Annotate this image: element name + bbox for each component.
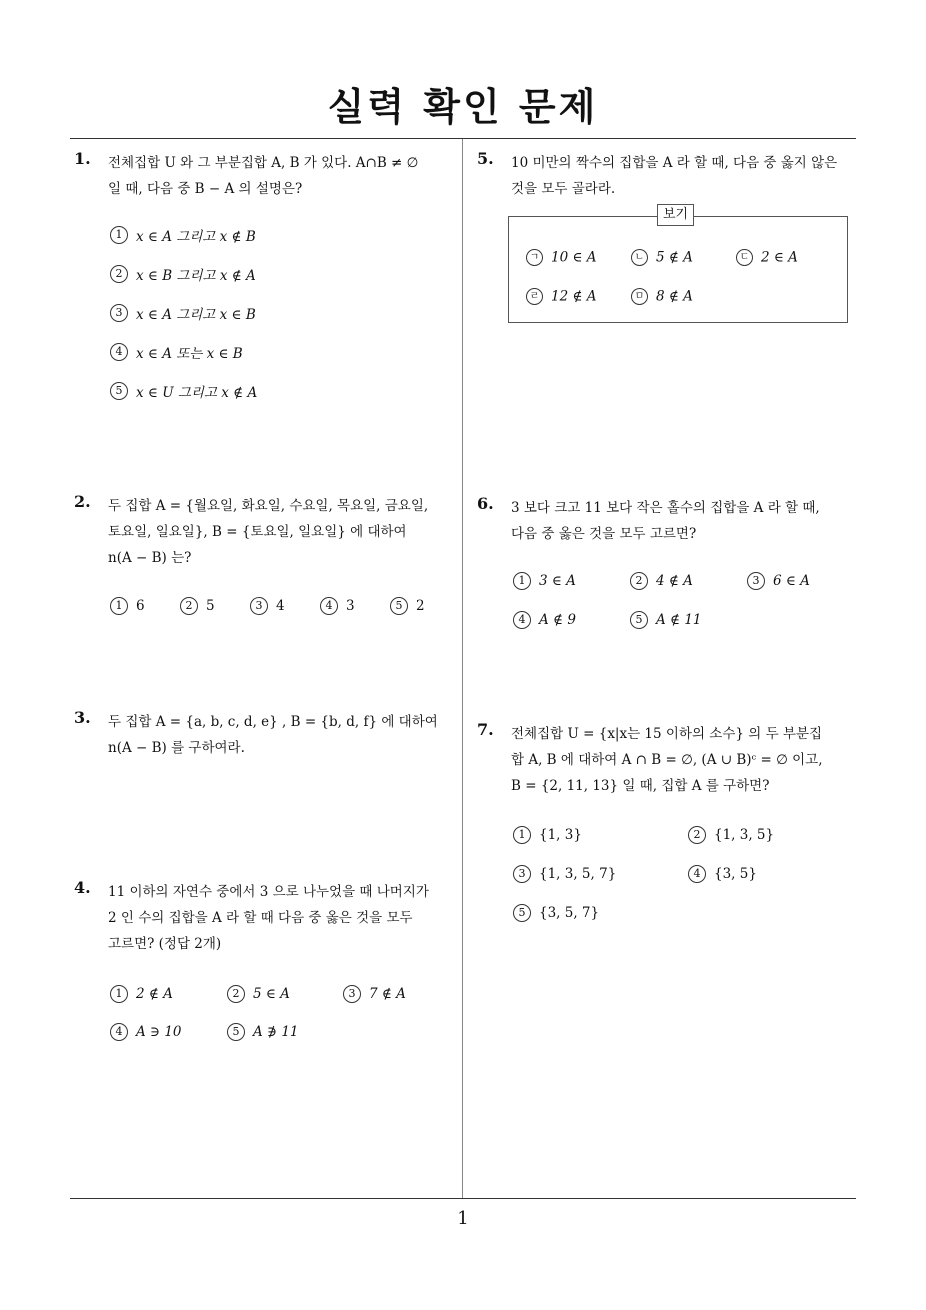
question-number: 1. [74, 149, 91, 168]
option-text: 4 [276, 598, 285, 614]
option-text: x ∈ A 그리고 x ∈ B [136, 307, 256, 323]
question-text: 11 이하의 자연수 중에서 3 으로 나누었을 때 나머지가 2 인 수의 집합을 A 라 할 때 다음 중 옳은 것을 모두 고르면? (정답 2개) [108, 884, 429, 952]
question-number: 3. [74, 708, 91, 727]
bogi-box [508, 216, 848, 323]
circled-number: 2 [110, 265, 128, 283]
column-divider [462, 139, 463, 1198]
circled-number: 2 [227, 985, 245, 1003]
bogi-text: 10 ∈ A [551, 249, 597, 266]
question-text: 10 미만의 짝수의 집합을 A 라 할 때, 다음 중 옳지 않은 것을 모두 골라라. [511, 155, 838, 197]
question-7 [477, 720, 862, 810]
question-text: 3 보다 크고 11 보다 작은 홀수의 집합을 A 라 할 때, 다음 중 옳은 것을 모두 고르면? [511, 500, 820, 542]
option-6-5[interactable] [630, 611, 702, 629]
option-text: A ∌ 11 [253, 1024, 299, 1040]
top-divider [70, 138, 856, 139]
question-number: 4. [74, 878, 91, 897]
circled-number: 5 [110, 382, 128, 400]
option-4-2[interactable] [227, 985, 290, 1003]
option-4-1[interactable] [110, 985, 173, 1003]
circled-number: 2 [180, 597, 198, 615]
option-text: x ∈ A 또는 x ∈ B [136, 346, 243, 362]
circled-number: 2 [688, 826, 706, 844]
option-text: x ∈ B 그리고 x ∉ A [136, 268, 256, 284]
option-1-5[interactable] [110, 381, 257, 401]
bogi-text: 5 ∉ A [656, 249, 693, 266]
option-text: A ∉ 9 [539, 612, 576, 628]
bogi-text: 12 ∉ A [551, 288, 597, 305]
circled-number: 4 [513, 611, 531, 629]
bogi-item-4 [526, 288, 597, 305]
option-text: 6 [136, 598, 145, 614]
circled-letter: ㄱ [526, 249, 543, 266]
option-2-2[interactable] [180, 597, 215, 615]
option-text: {3, 5} [714, 866, 757, 882]
option-text: 2 ∉ A [136, 986, 173, 1002]
question-number: 6. [477, 494, 494, 513]
option-2-4[interactable] [320, 597, 355, 615]
question-number: 7. [477, 720, 494, 739]
option-7-1[interactable] [513, 826, 582, 844]
option-4-5[interactable] [227, 1023, 299, 1041]
bottom-divider [70, 1198, 856, 1199]
circled-number: 4 [110, 1023, 128, 1041]
bogi-item-2 [631, 249, 693, 266]
bogi-text: 2 ∈ A [761, 249, 798, 266]
option-text: 6 ∈ A [773, 573, 810, 589]
option-text: A ∉ 11 [656, 612, 702, 628]
bogi-item-1 [526, 249, 597, 266]
option-2-1[interactable] [110, 597, 145, 615]
option-text: 5 ∈ A [253, 986, 290, 1002]
circled-number: 5 [390, 597, 408, 615]
circled-number: 1 [110, 597, 128, 615]
question-text: 전체집합 U = {x|x는 15 이하의 소수} 의 두 부분집 합 A, B 에 대하여 A ∩ B = ∅, (A ∪ B)ᶜ = ∅ 이고, B = {2, 11, 13} 일 때, 집합 A 를 구하면? [511, 726, 823, 794]
circled-number: 4 [688, 865, 706, 883]
circled-number: 1 [110, 226, 128, 244]
question-number: 5. [477, 149, 494, 168]
page-number: 1 [457, 1208, 469, 1229]
option-text: x ∈ U 그리고 x ∉ A [136, 385, 258, 401]
circled-number: 2 [630, 572, 648, 590]
option-text: 7 ∉ A [369, 986, 406, 1002]
circled-number: 3 [343, 985, 361, 1003]
option-2-5[interactable] [390, 597, 425, 615]
option-text: x ∈ A 그리고 x ∉ B [136, 229, 256, 245]
circled-number: 3 [513, 865, 531, 883]
option-2-3[interactable] [250, 597, 285, 615]
option-text: {3, 5, 7} [539, 905, 600, 921]
option-text: 2 [416, 598, 425, 614]
option-7-5[interactable] [513, 904, 599, 922]
circled-letter: ㄷ [736, 249, 753, 266]
question-4 [74, 878, 459, 968]
option-4-3[interactable] [343, 985, 406, 1003]
circled-number: 3 [747, 572, 765, 590]
question-number: 2. [74, 492, 91, 511]
circled-number: 5 [513, 904, 531, 922]
option-text: 3 ∈ A [539, 573, 576, 589]
option-1-3[interactable] [110, 303, 256, 323]
question-5 [477, 149, 862, 209]
circled-number: 4 [110, 343, 128, 361]
circled-number: 3 [110, 304, 128, 322]
circled-number: 5 [227, 1023, 245, 1041]
option-4-4[interactable] [110, 1023, 182, 1041]
bogi-text: 8 ∉ A [656, 288, 693, 305]
option-6-1[interactable] [513, 572, 576, 590]
circled-number: 1 [513, 826, 531, 844]
circled-number: 3 [250, 597, 268, 615]
question-text: 두 집합 A = {a, b, c, d, e} , B = {b, d, f} 에 대하여 n(A − B) 를 구하여라. [108, 714, 438, 756]
circled-number: 1 [513, 572, 531, 590]
option-7-3[interactable] [513, 865, 616, 883]
option-1-2[interactable] [110, 264, 256, 284]
option-text: {1, 3, 5} [714, 827, 775, 843]
bogi-item-5 [631, 288, 693, 305]
circled-letter: ㄴ [631, 249, 648, 266]
circled-number: 5 [630, 611, 648, 629]
option-text: 3 [346, 598, 355, 614]
option-text: {1, 3, 5, 7} [539, 866, 617, 882]
question-1 [74, 149, 459, 229]
circled-number: 1 [110, 985, 128, 1003]
question-2 [74, 492, 459, 582]
option-text: {1, 3} [539, 827, 582, 843]
question-text: 두 집합 A = {월요일, 화요일, 수요일, 목요일, 금요일, 토요일, 일요일}, B = {토요일, 일요일} 에 대하여 n(A − B) 는? [108, 498, 429, 566]
option-6-4[interactable] [513, 611, 576, 629]
option-7-2[interactable] [688, 826, 774, 844]
bogi-item-3 [736, 249, 798, 266]
option-text: 4 ∉ A [656, 573, 693, 589]
option-1-4[interactable] [110, 342, 243, 362]
question-6 [477, 494, 862, 554]
option-text: A ∋ 10 [136, 1024, 182, 1040]
option-text: 5 [206, 598, 215, 614]
circled-letter: ㄹ [526, 288, 543, 305]
page-title: 실력 확인 문제 [327, 85, 599, 129]
option-1-1[interactable] [110, 225, 256, 245]
circled-letter: ㅁ [631, 288, 648, 305]
circled-number: 4 [320, 597, 338, 615]
question-3 [74, 708, 459, 768]
option-6-3[interactable] [747, 572, 810, 590]
option-7-4[interactable] [688, 865, 757, 883]
option-6-2[interactable] [630, 572, 693, 590]
question-text: 전체집합 U 와 그 부분집합 A, B 가 있다. A∩B ≠ ∅ 일 때, 다음 중 B − A 의 설명은? [108, 155, 419, 197]
bogi-label: 보기 [657, 204, 694, 226]
